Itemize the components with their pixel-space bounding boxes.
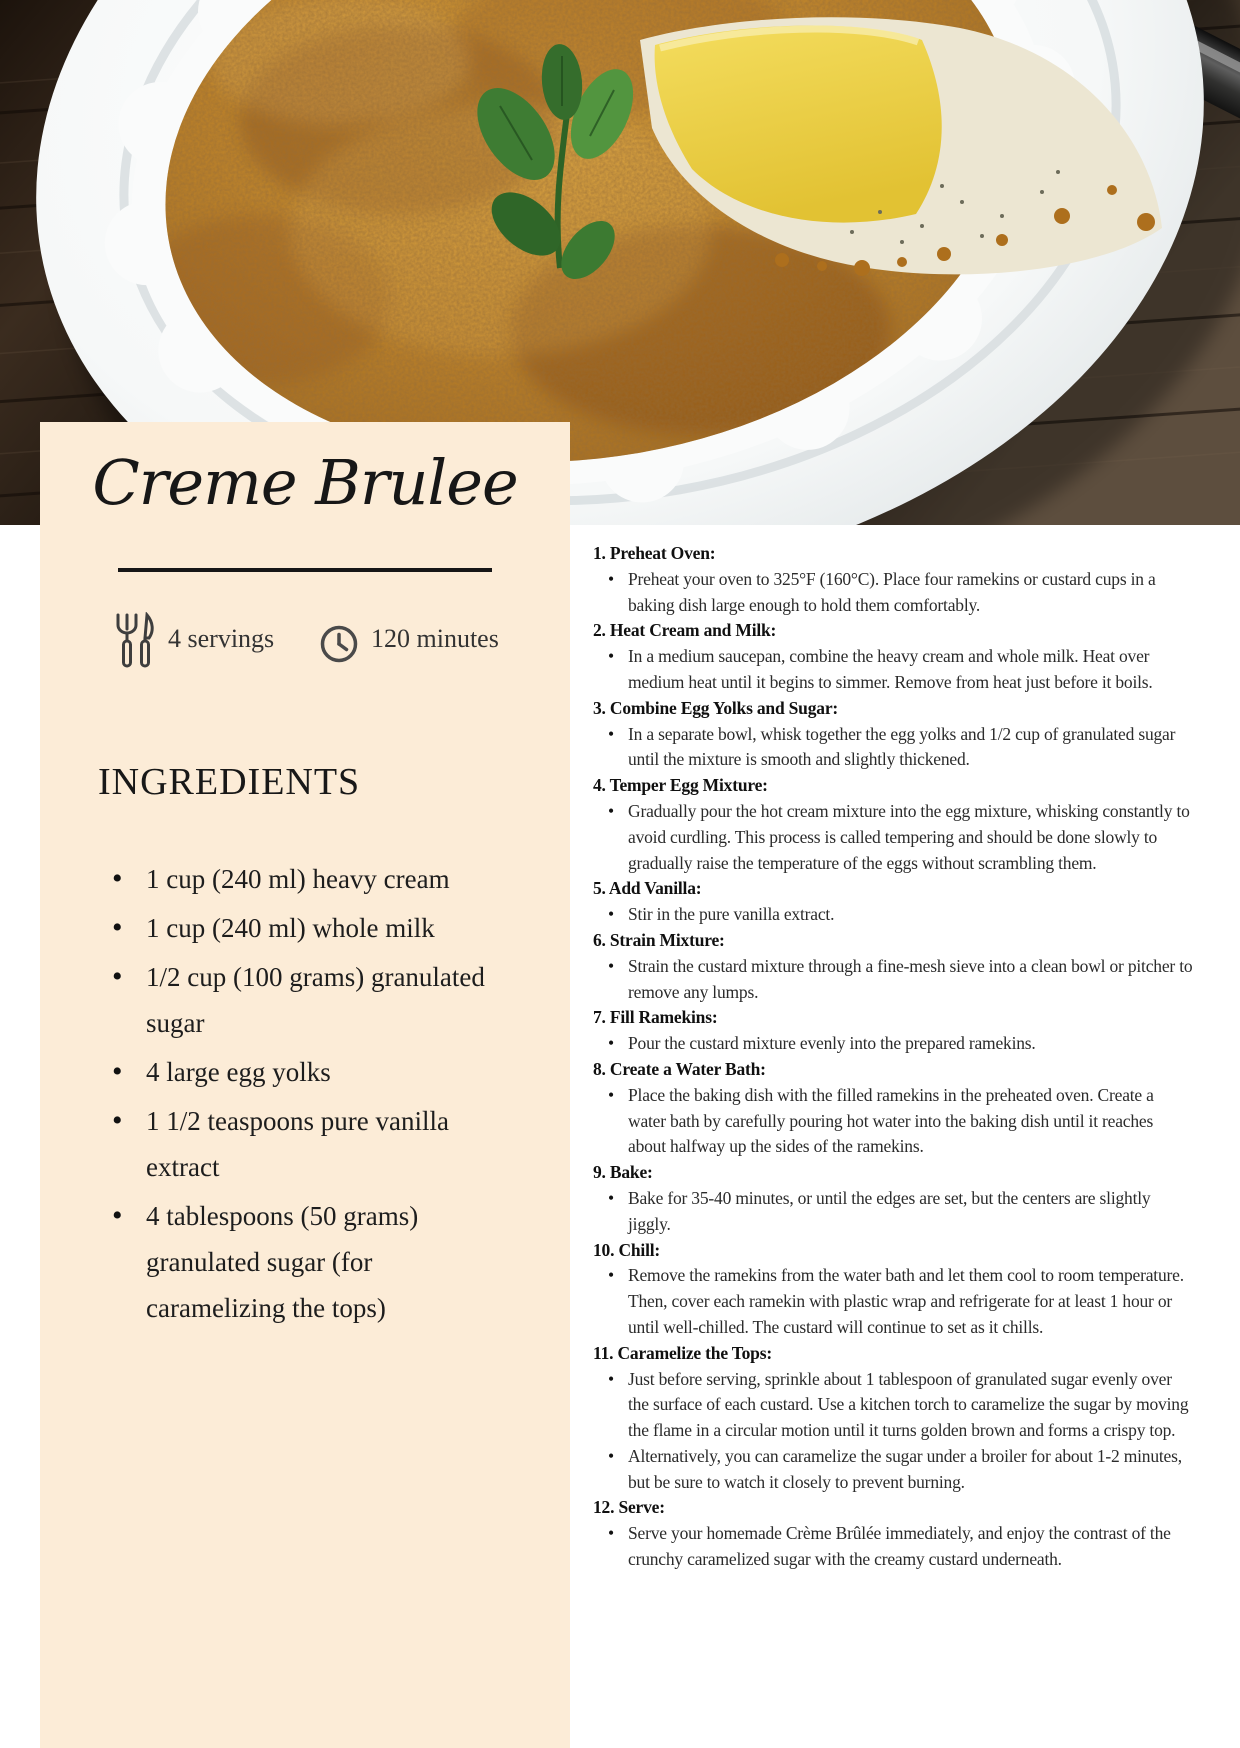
step-bullets	[593, 722, 1193, 774]
fork-knife-icon	[114, 612, 158, 675]
step-bullet: • Stir in the pure vanilla extract.	[593, 902, 1193, 928]
step-heading: 1. Preheat Oven:	[593, 543, 716, 563]
step-bullet: • Remove the ramekins from the water bath and let them cool to room temperature. Then, cover each ramekin with plastic wrap and refrigerate for at least 1 hour or until well-chilled. The custard will continue to set as it chills.	[593, 1263, 1193, 1340]
step-bullets	[593, 1367, 1193, 1496]
step-heading: 3. Combine Egg Yolks and Sugar:	[593, 697, 839, 718]
ingredients-heading: INGREDIENTS	[98, 761, 361, 803]
directions-list	[593, 541, 1193, 1573]
ingredients-list	[98, 856, 498, 1334]
step-bullet: • Preheat your oven to 325°F (160°C). Place four ramekins or custard cups in a baking dish large enough to hold them comfortably.	[593, 567, 1193, 619]
time-label: 120 minutes	[371, 624, 499, 653]
title-divider	[118, 568, 492, 572]
step-bullet: • Bake for 35-40 minutes, or until the edges are set, but the centers are slightly jiggly.	[593, 1186, 1193, 1238]
step-heading: 10. Chill:	[593, 1239, 661, 1260]
step-bullets	[593, 1186, 1193, 1238]
step-bullet: • In a medium saucepan, combine the heavy cream and whole milk. Heat over medium heat until it begins to simmer. Remove from heat just before it boils.	[593, 644, 1193, 696]
step-bullet: • Pour the custard mixture evenly into the prepared ramekins.	[593, 1031, 1193, 1057]
step-bullets	[593, 567, 1193, 619]
step-bullets	[593, 644, 1193, 696]
step-heading: 8. Create a Water Bath:	[593, 1058, 766, 1079]
step-bullets	[593, 1083, 1193, 1160]
step-bullets	[593, 954, 1193, 1006]
step-bullets	[593, 1521, 1193, 1573]
recipe-meta	[40, 610, 570, 674]
ingredient-item: • 4 tablespoons (50 grams) granulated sugar (for caramelizing the tops)	[98, 1193, 498, 1331]
step-heading: 7. Fill Ramekins:	[593, 1007, 718, 1028]
ingredient-item: • 1 1/2 teaspoons pure vanilla extract	[98, 1098, 498, 1190]
step-bullet: • In a separate bowl, whisk together the egg yolks and 1/2 cup of granulated sugar until the mixture is smooth and slightly thickened.	[593, 722, 1193, 774]
recipe-title: Creme Brulee	[92, 446, 518, 519]
ingredient-item: • 1 cup (240 ml) whole milk	[98, 905, 498, 951]
step-bullet: • Serve your homemade Crème Brûlée immediately, and enjoy the contrast of the crunchy caramelized sugar with the creamy custard underneath.	[593, 1521, 1193, 1573]
ingredient-item: • 1/2 cup (100 grams) granulated sugar	[98, 954, 498, 1046]
ingredient-item: • 4 large egg yolks	[98, 1049, 498, 1095]
clock-icon	[319, 624, 359, 669]
step-bullet: • Just before serving, sprinkle about 1 tablespoon of granulated sugar evenly over the surface of each custard. Use a kitchen torch to caramelize the sugar by moving the flame in a circular motion until it turns golden brown and forms a crispy top.	[593, 1367, 1193, 1444]
step-bullet: • Place the baking dish with the filled ramekins in the preheated oven. Create a water bath by carefully pouring hot water into the baking dish until it reaches about halfway up the sides of the ramekins.	[593, 1083, 1193, 1160]
step-heading: 9. Bake:	[593, 1162, 653, 1183]
step-heading: 2. Heat Cream and Milk:	[593, 620, 777, 641]
step-heading: 12. Serve:	[593, 1497, 665, 1518]
step-bullets	[593, 1263, 1193, 1340]
step-heading: 11. Caramelize the Tops:	[593, 1342, 772, 1363]
servings-label: 4 servings	[168, 624, 275, 653]
step-bullet: • Alternatively, you can caramelize the sugar under a broiler for about 1-2 minutes, but be sure to watch it closely to prevent burning.	[593, 1444, 1193, 1496]
step-bullet: • Gradually pour the hot cream mixture into the egg mixture, whisking constantly to avoid curdling. This process is called tempering and should be done slowly to gradually raise the temperature of the eggs without scrambling them.	[593, 799, 1193, 876]
step-bullets	[593, 1031, 1193, 1057]
step-heading: 5. Add Vanilla:	[593, 878, 702, 899]
recipe-card	[40, 422, 570, 1748]
step-bullets	[593, 902, 1193, 928]
ingredient-item: • 1 cup (240 ml) heavy cream	[98, 856, 498, 902]
step-bullet: • Strain the custard mixture through a fine-mesh sieve into a clean bowl or pitcher to remove any lumps.	[593, 954, 1193, 1006]
step-heading: 4. Temper Egg Mixture:	[593, 775, 768, 796]
step-bullets	[593, 799, 1193, 876]
step-heading: 6. Strain Mixture:	[593, 929, 725, 950]
